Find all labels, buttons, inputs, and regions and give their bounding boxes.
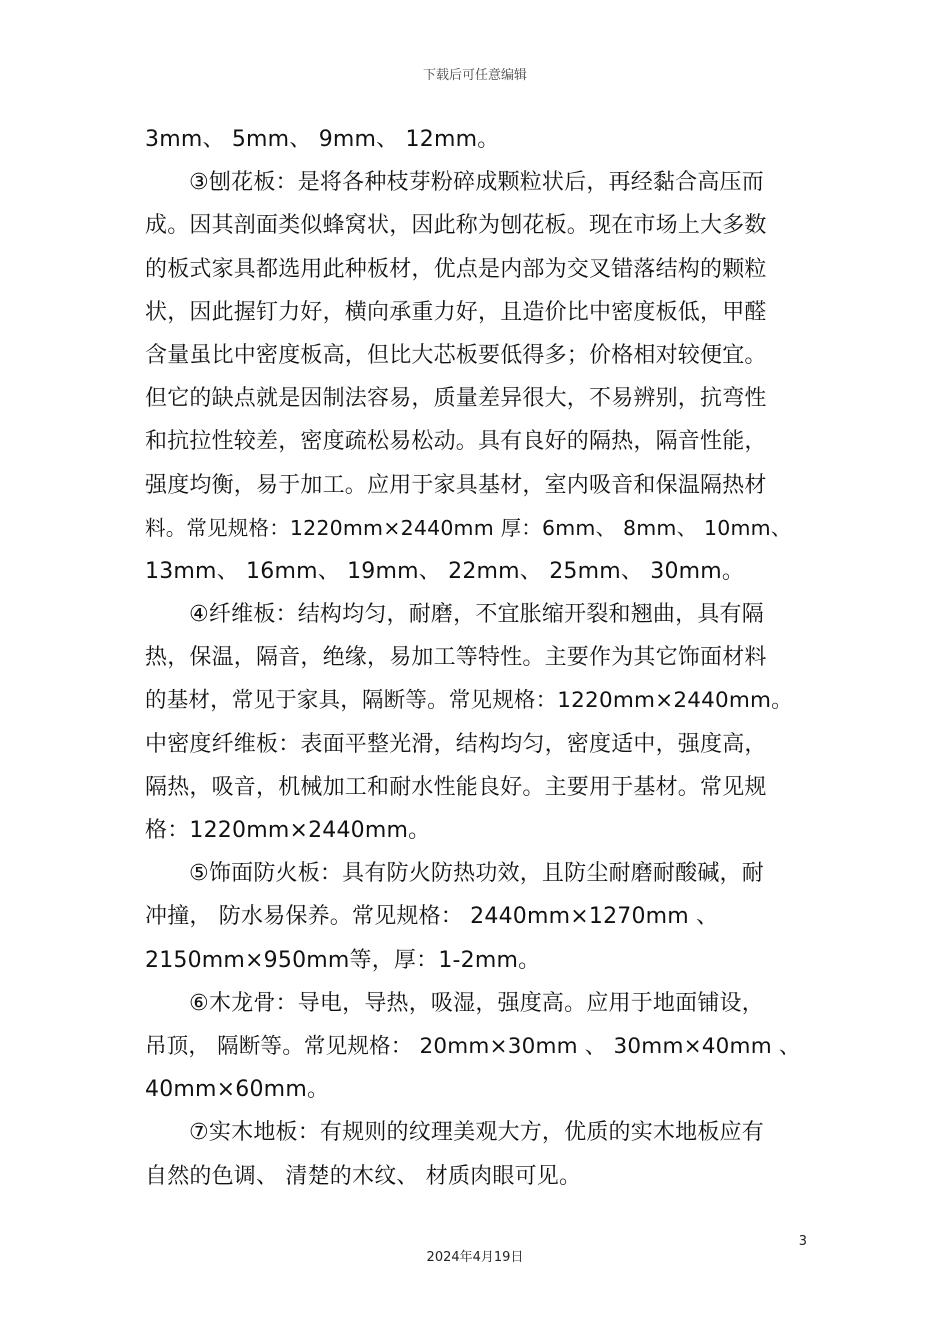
text-line: 状，因此握钉力好，横向承重力好，且造价比中密度板低，甲醛 <box>145 299 767 325</box>
text-line: 料。常见规格：1220mm×2440mm 厚：6mm、 8mm、 10mm、 <box>145 515 792 540</box>
text-line: 强度均衡，易于加工。应用于家具基材，室内吸音和保温隔热材 <box>145 472 767 498</box>
text-line: 2150mm×950mm等，厚：1-2mm。 <box>145 947 541 973</box>
text-line: ③刨花板：是将各种枝芽粉碎成颗粒状后，再经黏合高压而 <box>189 170 764 196</box>
text-line: ④纤维板：结构均匀，耐磨，不宜胀缩开裂和翘曲，具有隔 <box>189 602 764 628</box>
text-line: 隔热，吸音，机械加工和耐水性能良好。主要用于基材。常见规 <box>145 774 767 800</box>
text-line: 3mm、 5mm、 9mm、 12mm。 <box>145 127 500 152</box>
text-line: 40mm×60mm。 <box>145 1077 330 1103</box>
text-line: ⑤饰面防火板：具有防火防热功效，且防尘耐磨耐酸碱，耐 <box>189 861 764 887</box>
text-line: 成。因其剖面类似蜂窝状，因此称为刨花板。现在市场上大多数 <box>145 213 767 239</box>
text-line: 含量虽比中密度板高，但比大芯板要低得多；价格相对较便宜。 <box>145 342 767 368</box>
text-line: 冲撞， 防水易保养。常见规格： 2440mm×1270mm 、 <box>145 904 719 930</box>
text-line: 但它的缺点就是因制法容易，质量差异很大，不易辨别，抗弯性 <box>145 386 767 412</box>
text-line: 热，保温，隔音，绝缘，易加工等特性。主要作为其它饰面材料 <box>145 645 767 671</box>
text-line: 的板式家具都选用此种板材，优点是内部为交叉错落结构的颗粒 <box>145 256 767 282</box>
text-line: 的基材，常见于家具，隔断等。常见规格：1220mm×2440mm。 <box>145 688 793 714</box>
text-line: 13mm、 16mm、 19mm、 22mm、 25mm、 30mm。 <box>145 558 745 584</box>
page-header: 下载后可任意编辑 <box>422 68 527 83</box>
page-number: 3 <box>798 1234 807 1249</box>
text-line: ⑦实木地板：有规则的纹理美观大方，优质的实木地板应有 <box>189 1120 764 1146</box>
text-line: 吊顶， 隔断等。常见规格： 20mm×30mm 、 30mm×40mm 、 <box>145 1033 801 1059</box>
text-line: 格：1220mm×2440mm。 <box>145 818 431 843</box>
text-line: 和抗拉性较差，密度疏松易松动。具有良好的隔热，隔音性能， <box>145 429 767 455</box>
text-line: 自然的色调、 清楚的木纹、 材质肉眼可见。 <box>145 1163 582 1189</box>
text-line: 中密度纤维板：表面平整光滑，结构均匀，密度适中，强度高， <box>145 731 767 757</box>
body-text <box>145 118 807 1198</box>
text-line: ⑥木龙骨：导电，导热，吸湿，强度高。应用于地面铺设， <box>189 990 764 1016</box>
page-footer-date: 2024年4月19日 <box>426 1250 524 1265</box>
